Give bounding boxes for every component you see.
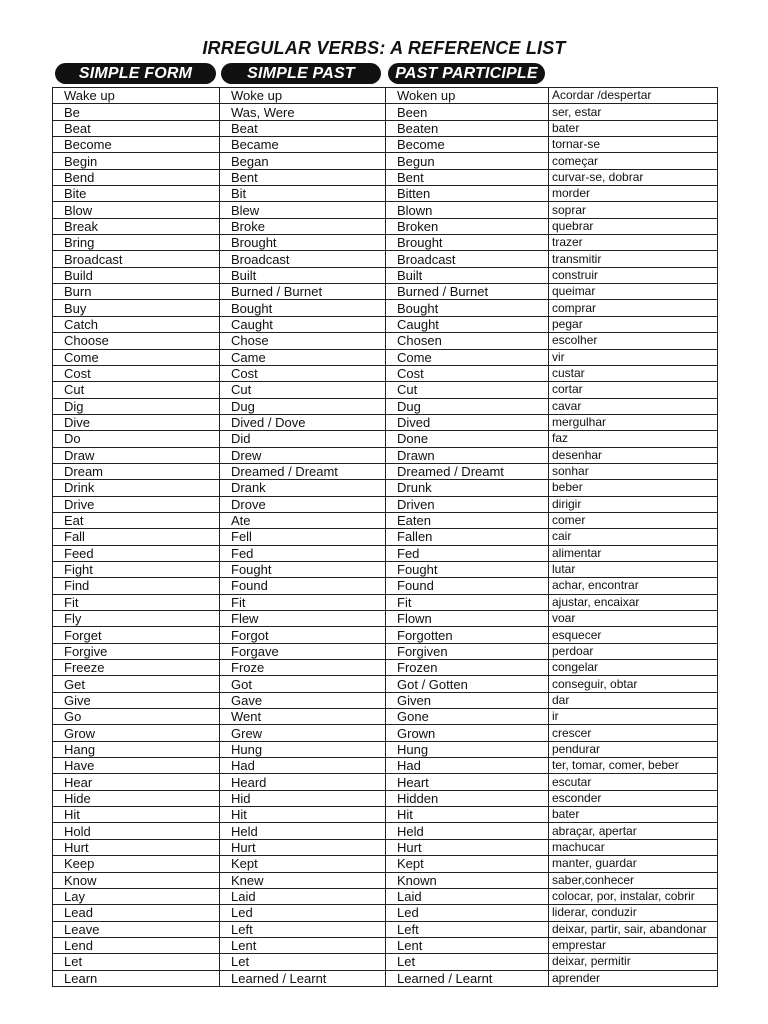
past-participle-cell: Given [386, 692, 549, 708]
translation-cell: construir [549, 267, 718, 283]
past-participle-cell: Been [386, 104, 549, 120]
table-row [53, 382, 718, 398]
simple-past-cell: Hid [220, 790, 386, 806]
simple-past-cell: Bought [220, 300, 386, 316]
translation-cell: cair [549, 529, 718, 545]
translation-cell: crescer [549, 725, 718, 741]
simple-past-cell: Built [220, 267, 386, 283]
simple-past-cell: Fed [220, 545, 386, 561]
simple-form-cell: Forget [53, 627, 220, 643]
translation-cell: conseguir, obtar [549, 676, 718, 692]
table-row [53, 611, 718, 627]
simple-past-cell: Began [220, 153, 386, 169]
translation-cell: lutar [549, 561, 718, 577]
header-simple-past: SIMPLE PAST [221, 63, 381, 84]
past-participle-cell: Hit [386, 807, 549, 823]
translation-cell: queimar [549, 284, 718, 300]
table-row [53, 284, 718, 300]
simple-form-cell: Hurt [53, 839, 220, 855]
simple-past-cell: Bit [220, 186, 386, 202]
table-row [53, 774, 718, 790]
simple-form-cell: Dream [53, 463, 220, 479]
translation-cell: desenhar [549, 447, 718, 463]
simple-past-cell: Learned / Learnt [220, 970, 386, 986]
past-participle-cell: Caught [386, 316, 549, 332]
simple-form-cell: Forgive [53, 643, 220, 659]
past-participle-cell: Known [386, 872, 549, 888]
table-row [53, 267, 718, 283]
past-participle-cell: Learned / Learnt [386, 970, 549, 986]
simple-form-cell: Fit [53, 594, 220, 610]
simple-past-cell: Cut [220, 382, 386, 398]
simple-form-cell: Lend [53, 937, 220, 953]
table-row [53, 643, 718, 659]
table-row [53, 872, 718, 888]
simple-form-cell: Leave [53, 921, 220, 937]
table-row [53, 333, 718, 349]
table-row [53, 414, 718, 430]
simple-past-cell: Heard [220, 774, 386, 790]
simple-form-cell: Fly [53, 611, 220, 627]
past-participle-cell: Eaten [386, 512, 549, 528]
table-row [53, 88, 718, 104]
simple-form-cell: Beat [53, 120, 220, 136]
translation-cell: cavar [549, 398, 718, 414]
simple-past-cell: Fought [220, 561, 386, 577]
simple-form-cell: Find [53, 578, 220, 594]
table-row [53, 447, 718, 463]
simple-past-cell: Beat [220, 120, 386, 136]
simple-form-cell: Hold [53, 823, 220, 839]
table-row [53, 561, 718, 577]
translation-cell: curvar-se, dobrar [549, 169, 718, 185]
simple-past-cell: Led [220, 905, 386, 921]
simple-form-cell: Drink [53, 480, 220, 496]
simple-past-cell: Bent [220, 169, 386, 185]
simple-form-cell: Draw [53, 447, 220, 463]
translation-cell: transmitir [549, 251, 718, 267]
simple-form-cell: Bring [53, 235, 220, 251]
past-participle-cell: Come [386, 349, 549, 365]
table-row [53, 905, 718, 921]
translation-cell: pegar [549, 316, 718, 332]
simple-form-cell: Cut [53, 382, 220, 398]
table-row [53, 660, 718, 676]
past-participle-cell: Heart [386, 774, 549, 790]
past-participle-cell: Forgotten [386, 627, 549, 643]
table-row [53, 186, 718, 202]
table-row [53, 627, 718, 643]
simple-past-cell: Dug [220, 398, 386, 414]
translation-cell: bater [549, 807, 718, 823]
past-participle-cell: Bitten [386, 186, 549, 202]
simple-form-cell: Dive [53, 414, 220, 430]
simple-form-cell: Let [53, 954, 220, 970]
translation-cell: faz [549, 431, 718, 447]
translation-cell: quebrar [549, 218, 718, 234]
past-participle-cell: Laid [386, 888, 549, 904]
past-participle-cell: Bent [386, 169, 549, 185]
simple-form-cell: Know [53, 872, 220, 888]
past-participle-cell: Fought [386, 561, 549, 577]
simple-past-cell: Broadcast [220, 251, 386, 267]
simple-past-cell: Came [220, 349, 386, 365]
past-participle-cell: Bought [386, 300, 549, 316]
table-row [53, 120, 718, 136]
table-row [53, 790, 718, 806]
simple-form-cell: Eat [53, 512, 220, 528]
simple-past-cell: Dreamed / Dreamt [220, 463, 386, 479]
past-participle-cell: Had [386, 758, 549, 774]
simple-past-cell: Brought [220, 235, 386, 251]
column-headers [0, 63, 768, 85]
past-participle-cell: Brought [386, 235, 549, 251]
past-participle-cell: Chosen [386, 333, 549, 349]
past-participle-cell: Hidden [386, 790, 549, 806]
translation-cell: colocar, por, instalar, cobrir [549, 888, 718, 904]
table-row [53, 218, 718, 234]
translation-cell: comprar [549, 300, 718, 316]
simple-form-cell: Be [53, 104, 220, 120]
simple-past-cell: Held [220, 823, 386, 839]
simple-form-cell: Drive [53, 496, 220, 512]
table-row [53, 741, 718, 757]
simple-form-cell: Freeze [53, 660, 220, 676]
simple-past-cell: Flew [220, 611, 386, 627]
simple-past-cell: Burned / Burnet [220, 284, 386, 300]
simple-form-cell: Begin [53, 153, 220, 169]
simple-past-cell: Kept [220, 856, 386, 872]
simple-form-cell: Fight [53, 561, 220, 577]
simple-form-cell: Do [53, 431, 220, 447]
past-participle-cell: Let [386, 954, 549, 970]
translation-cell: dirigir [549, 496, 718, 512]
past-participle-cell: Grown [386, 725, 549, 741]
past-participle-cell: Flown [386, 611, 549, 627]
simple-past-cell: Did [220, 431, 386, 447]
translation-cell: emprestar [549, 937, 718, 953]
simple-form-cell: Choose [53, 333, 220, 349]
simple-form-cell: Dig [53, 398, 220, 414]
simple-form-cell: Grow [53, 725, 220, 741]
simple-form-cell: Give [53, 692, 220, 708]
table-row [53, 153, 718, 169]
verbs-table-body [53, 88, 718, 987]
table-row [53, 888, 718, 904]
simple-past-cell: Drew [220, 447, 386, 463]
simple-past-cell: Woke up [220, 88, 386, 104]
translation-cell: comer [549, 512, 718, 528]
simple-past-cell: Hung [220, 741, 386, 757]
translation-cell: ter, tomar, comer, beber [549, 758, 718, 774]
past-participle-cell: Become [386, 137, 549, 153]
simple-past-cell: Forgave [220, 643, 386, 659]
simple-form-cell: Bend [53, 169, 220, 185]
past-participle-cell: Fed [386, 545, 549, 561]
table-row [53, 954, 718, 970]
past-participle-cell: Drawn [386, 447, 549, 463]
simple-form-cell: Come [53, 349, 220, 365]
table-row [53, 512, 718, 528]
simple-form-cell: Blow [53, 202, 220, 218]
simple-past-cell: Left [220, 921, 386, 937]
simple-form-cell: Bite [53, 186, 220, 202]
table-row [53, 316, 718, 332]
simple-past-cell: Broke [220, 218, 386, 234]
translation-cell: trazer [549, 235, 718, 251]
translation-cell: esconder [549, 790, 718, 806]
simple-past-cell: Chose [220, 333, 386, 349]
simple-past-cell: Forgot [220, 627, 386, 643]
past-participle-cell: Fallen [386, 529, 549, 545]
past-participle-cell: Led [386, 905, 549, 921]
simple-past-cell: Ate [220, 512, 386, 528]
translation-cell: Acordar /despertar [549, 88, 718, 104]
past-participle-cell: Blown [386, 202, 549, 218]
past-participle-cell: Left [386, 921, 549, 937]
table-row [53, 529, 718, 545]
simple-past-cell: Let [220, 954, 386, 970]
simple-past-cell: Drove [220, 496, 386, 512]
past-participle-cell: Kept [386, 856, 549, 872]
translation-cell: achar, encontrar [549, 578, 718, 594]
translation-cell: deixar, permitir [549, 954, 718, 970]
simple-form-cell: Break [53, 218, 220, 234]
table-row [53, 349, 718, 365]
simple-form-cell: Lay [53, 888, 220, 904]
translation-cell: dar [549, 692, 718, 708]
translation-cell: ajustar, encaixar [549, 594, 718, 610]
table-row [53, 823, 718, 839]
simple-form-cell: Become [53, 137, 220, 153]
translation-cell: mergulhar [549, 414, 718, 430]
simple-past-cell: Fit [220, 594, 386, 610]
simple-past-cell: Got [220, 676, 386, 692]
translation-cell: abraçar, apertar [549, 823, 718, 839]
past-participle-cell: Gone [386, 709, 549, 725]
simple-past-cell: Was, Were [220, 104, 386, 120]
simple-form-cell: Build [53, 267, 220, 283]
past-participle-cell: Done [386, 431, 549, 447]
table-row [53, 970, 718, 986]
table-row [53, 709, 718, 725]
table-row [53, 300, 718, 316]
translation-cell: beber [549, 480, 718, 496]
table-row [53, 856, 718, 872]
translation-cell: pendurar [549, 741, 718, 757]
simple-form-cell: Go [53, 709, 220, 725]
table-row [53, 545, 718, 561]
simple-form-cell: Hit [53, 807, 220, 823]
simple-past-cell: Found [220, 578, 386, 594]
simple-form-cell: Hide [53, 790, 220, 806]
past-participle-cell: Frozen [386, 660, 549, 676]
past-participle-cell: Hung [386, 741, 549, 757]
table-row [53, 578, 718, 594]
past-participle-cell: Cut [386, 382, 549, 398]
table-row [53, 463, 718, 479]
table-row [53, 169, 718, 185]
table-row [53, 235, 718, 251]
simple-past-cell: Gave [220, 692, 386, 708]
translation-cell: escolher [549, 333, 718, 349]
table-row [53, 692, 718, 708]
table-row [53, 251, 718, 267]
past-participle-cell: Beaten [386, 120, 549, 136]
table-row [53, 921, 718, 937]
translation-cell: deixar, partir, sair, abandonar [549, 921, 718, 937]
simple-past-cell: Drank [220, 480, 386, 496]
table-row [53, 758, 718, 774]
translation-cell: sonhar [549, 463, 718, 479]
page-title: IRREGULAR VERBS: A REFERENCE LIST [202, 38, 566, 58]
simple-form-cell: Feed [53, 545, 220, 561]
translation-cell: tornar-se [549, 137, 718, 153]
translation-cell: aprender [549, 970, 718, 986]
translation-cell: liderar, conduzir [549, 905, 718, 921]
past-participle-cell: Cost [386, 365, 549, 381]
simple-past-cell: Had [220, 758, 386, 774]
simple-past-cell: Laid [220, 888, 386, 904]
simple-form-cell: Have [53, 758, 220, 774]
simple-form-cell: Catch [53, 316, 220, 332]
simple-past-cell: Hurt [220, 839, 386, 855]
simple-form-cell: Learn [53, 970, 220, 986]
past-participle-cell: Lent [386, 937, 549, 953]
simple-past-cell: Hit [220, 807, 386, 823]
simple-past-cell: Grew [220, 725, 386, 741]
table-row [53, 594, 718, 610]
past-participle-cell: Built [386, 267, 549, 283]
simple-form-cell: Get [53, 676, 220, 692]
simple-form-cell: Buy [53, 300, 220, 316]
simple-form-cell: Broadcast [53, 251, 220, 267]
past-participle-cell: Got / Gotten [386, 676, 549, 692]
simple-form-cell: Hang [53, 741, 220, 757]
simple-past-cell: Dived / Dove [220, 414, 386, 430]
simple-past-cell: Cost [220, 365, 386, 381]
simple-past-cell: Fell [220, 529, 386, 545]
simple-past-cell: Became [220, 137, 386, 153]
past-participle-cell: Found [386, 578, 549, 594]
translation-cell: perdoar [549, 643, 718, 659]
translation-cell: começar [549, 153, 718, 169]
translation-cell: manter, guardar [549, 856, 718, 872]
table-row [53, 480, 718, 496]
table-row [53, 725, 718, 741]
table-row [53, 937, 718, 953]
past-participle-cell: Woken up [386, 88, 549, 104]
header-past-participle: PAST PARTICIPLE [388, 63, 545, 84]
translation-cell: vir [549, 349, 718, 365]
table-row [53, 496, 718, 512]
past-participle-cell: Drunk [386, 480, 549, 496]
translation-cell: ir [549, 709, 718, 725]
simple-past-cell: Froze [220, 660, 386, 676]
past-participle-cell: Begun [386, 153, 549, 169]
translation-cell: saber,conhecer [549, 872, 718, 888]
past-participle-cell: Driven [386, 496, 549, 512]
simple-form-cell: Cost [53, 365, 220, 381]
table-row [53, 807, 718, 823]
simple-form-cell: Fall [53, 529, 220, 545]
translation-cell: alimentar [549, 545, 718, 561]
translation-cell: machucar [549, 839, 718, 855]
simple-form-cell: Hear [53, 774, 220, 790]
table-row [53, 365, 718, 381]
translation-cell: custar [549, 365, 718, 381]
past-participle-cell: Hurt [386, 839, 549, 855]
past-participle-cell: Dreamed / Dreamt [386, 463, 549, 479]
simple-form-cell: Lead [53, 905, 220, 921]
translation-cell: ser, estar [549, 104, 718, 120]
past-participle-cell: Broken [386, 218, 549, 234]
past-participle-cell: Broadcast [386, 251, 549, 267]
translation-cell: morder [549, 186, 718, 202]
table-row [53, 137, 718, 153]
translation-cell: esquecer [549, 627, 718, 643]
past-participle-cell: Fit [386, 594, 549, 610]
table-row [53, 398, 718, 414]
past-participle-cell: Dived [386, 414, 549, 430]
verbs-table [52, 87, 718, 987]
table-row [53, 104, 718, 120]
simple-past-cell: Lent [220, 937, 386, 953]
past-participle-cell: Dug [386, 398, 549, 414]
simple-past-cell: Went [220, 709, 386, 725]
past-participle-cell: Held [386, 823, 549, 839]
simple-form-cell: Burn [53, 284, 220, 300]
header-simple-form: SIMPLE FORM [55, 63, 216, 84]
table-row [53, 431, 718, 447]
translation-cell: voar [549, 611, 718, 627]
translation-cell: congelar [549, 660, 718, 676]
past-participle-cell: Forgiven [386, 643, 549, 659]
simple-form-cell: Wake up [53, 88, 220, 104]
translation-cell: soprar [549, 202, 718, 218]
translation-cell: cortar [549, 382, 718, 398]
simple-form-cell: Keep [53, 856, 220, 872]
table-row [53, 202, 718, 218]
translation-cell: escutar [549, 774, 718, 790]
simple-past-cell: Caught [220, 316, 386, 332]
table-row [53, 676, 718, 692]
translation-cell: bater [549, 120, 718, 136]
simple-past-cell: Blew [220, 202, 386, 218]
simple-past-cell: Knew [220, 872, 386, 888]
past-participle-cell: Burned / Burnet [386, 284, 549, 300]
table-row [53, 839, 718, 855]
